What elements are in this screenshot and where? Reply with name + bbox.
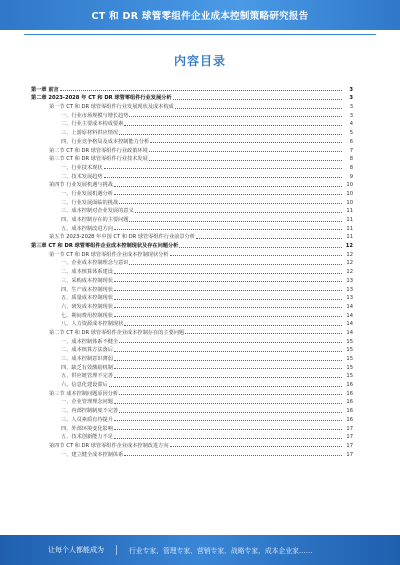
- toc-entry-page: 14: [346, 321, 353, 328]
- toc-entry-label: 四、行业竞争格局及成本控制能力分析: [61, 138, 150, 145]
- toc-entry-page: 15: [346, 373, 353, 380]
- toc-entry-label: 二、成本核算方法落后: [61, 347, 113, 354]
- toc-entry-page: 13: [346, 277, 353, 284]
- toc-entry-page: 15: [346, 338, 353, 345]
- toc-entry-label: 二、行业主要成本构成要素: [61, 121, 124, 128]
- toc-entry-page: 16: [346, 399, 353, 406]
- toc-entry[interactable]: [31, 162, 353, 171]
- toc-entry-page: 13: [346, 286, 353, 293]
- toc-leader-dots: [114, 273, 342, 274]
- toc-leader-dots: [114, 420, 342, 421]
- toc-entry-page: 15: [346, 347, 353, 354]
- toc-entry[interactable]: [31, 206, 353, 215]
- toc-entry[interactable]: [31, 180, 353, 189]
- header-divider: [24, 34, 376, 35]
- toc-entry-label: 四、成本控制存在的主要问题: [61, 217, 129, 223]
- toc-entry[interactable]: [31, 423, 353, 432]
- toc-entry[interactable]: [31, 110, 353, 119]
- toc-leader-dots: [114, 377, 342, 378]
- toc-entry[interactable]: [31, 84, 353, 93]
- toc-entry[interactable]: [31, 232, 353, 241]
- toc-entry[interactable]: [31, 188, 353, 197]
- toc-entry-label: 第二章 2023-2028 年 CT 和 DR 球管零组件行业发展分析: [31, 95, 172, 102]
- toc-entry-page: 9: [349, 173, 353, 180]
- toc-entry-page: 12: [345, 243, 353, 250]
- toc-entry[interactable]: [31, 293, 353, 302]
- toc-entry-label: 一、行业技术现状: [61, 164, 103, 171]
- toc-entry[interactable]: [31, 101, 353, 110]
- footer-band: [0, 535, 400, 565]
- toc-entry-label: 一、企业成本控制理念与意识: [61, 260, 129, 267]
- toc-entry-page: 3: [349, 95, 353, 102]
- toc-entry-label: 第三节 CT 和 DR 球管零组件行业技术发展: [49, 156, 148, 163]
- toc-leader-dots: [149, 151, 342, 152]
- toc-leader-dots: [119, 394, 342, 395]
- toc-leader-dots: [104, 168, 342, 169]
- toc-entry[interactable]: [31, 154, 353, 163]
- toc-entry-page: 14: [346, 329, 353, 336]
- toc-entry[interactable]: [31, 319, 353, 328]
- toc-entry-label: 八、人力资源成本控制现状: [61, 321, 124, 328]
- toc-leader-dots: [170, 446, 342, 447]
- toc-entry-page: 11: [346, 208, 353, 215]
- toc-leader-dots: [114, 351, 342, 352]
- toc-entry[interactable]: [31, 301, 353, 310]
- toc-leader-dots: [114, 360, 342, 361]
- toc-entry-label: 第四节 行业发展机遇与挑战: [49, 182, 113, 189]
- toc-entry[interactable]: [31, 414, 353, 423]
- toc-leader-dots: [60, 90, 342, 91]
- toc-leader-dots: [114, 438, 342, 439]
- toc-leader-dots: [124, 325, 342, 326]
- toc-entry[interactable]: [31, 362, 353, 371]
- table-of-contents: [31, 84, 353, 458]
- toc-entry-page: 17: [346, 434, 353, 441]
- toc-entry[interactable]: [31, 275, 353, 284]
- toc-leader-dots: [114, 403, 342, 404]
- toc-entry[interactable]: [31, 266, 353, 275]
- toc-entry-label: 一、企业管理理念问题: [61, 399, 113, 406]
- toc-leader-dots: [114, 299, 342, 300]
- toc-entry[interactable]: [31, 388, 353, 397]
- toc-entry[interactable]: [31, 171, 353, 180]
- toc-entry-label: 二、行业发展面临的挑战: [61, 199, 119, 206]
- toc-entry-page: 5: [349, 130, 353, 137]
- toc-entry-page: 16: [346, 408, 353, 415]
- toc-entry-label: 七、期间费用控制现状: [61, 312, 113, 319]
- toc-entry[interactable]: [31, 93, 353, 102]
- toc-entry[interactable]: [31, 345, 353, 354]
- toc-leader-dots: [114, 229, 342, 230]
- toc-entry[interactable]: [31, 397, 353, 406]
- toc-entry-label: 第三章 CT 和 DR 球管零组件企业成本控制现状及存在问题分析: [31, 243, 179, 250]
- toc-leader-dots: [109, 386, 342, 387]
- toc-entry-page: 17: [346, 442, 353, 449]
- toc-entry-label: 三、上游原材料供应情况: [61, 130, 119, 137]
- toc-leader-dots: [124, 125, 342, 126]
- toc-entry[interactable]: [31, 258, 353, 267]
- toc-leader-dots: [129, 264, 342, 265]
- toc-leader-dots: [114, 281, 342, 282]
- toc-entry-label: 六、信息化建设滞后: [61, 382, 108, 389]
- toc-leader-dots: [124, 455, 342, 456]
- toc-entry-page: 11: [346, 225, 353, 232]
- toc-entry[interactable]: [31, 214, 353, 223]
- toc-entry-label: 第二节 CT 和 DR 球管零组件行业政策环境: [49, 147, 148, 154]
- toc-entry-label: 一、成本控制体系不健全: [61, 338, 119, 345]
- footer-tagline: 行业专家、管理专家、营销专家、战略专家、成本企业家……: [129, 547, 313, 555]
- toc-leader-dots: [114, 429, 342, 430]
- toc-entry-page: 17: [346, 451, 353, 458]
- toc-leader-dots: [150, 142, 342, 143]
- toc-entry-page: 16: [346, 382, 353, 389]
- toc-leader-dots: [135, 212, 342, 213]
- toc-leader-dots: [196, 238, 342, 239]
- toc-entry-page: 15: [346, 364, 353, 371]
- toc-entry-label: 五、成本控制改进方向: [61, 225, 113, 232]
- toc-entry-page: 10: [346, 199, 353, 206]
- toc-entry-label: 第三节 成本控制问题原因分析: [49, 390, 119, 397]
- toc-entry-label: 第四节 CT 和 DR 球管零组件企业成本控制改进方向: [49, 442, 169, 449]
- toc-entry[interactable]: [31, 432, 353, 441]
- toc-leader-dots: [170, 255, 342, 256]
- toc-entry-page: 17: [346, 425, 353, 432]
- toc-entry-page: 16: [346, 416, 353, 423]
- toc-leader-dots: [104, 177, 342, 178]
- toc-entry[interactable]: [31, 353, 353, 362]
- toc-entry-label: 一、建立健全成本控制体系: [61, 451, 124, 458]
- toc-entry-page: 15: [346, 356, 353, 362]
- toc-entry-label: 六、研发成本控制现状: [61, 303, 113, 310]
- toc-entry-label: 三、成本控制意识薄弱: [61, 356, 113, 362]
- toc-entry-page: 12: [346, 260, 353, 267]
- toc-entry-label: 三、成本控制对企业发展的意义: [61, 208, 134, 215]
- toc-entry-page: 6: [349, 138, 353, 145]
- toc-entry[interactable]: [31, 145, 353, 154]
- toc-entry[interactable]: [31, 127, 353, 136]
- toc-entry-page: 14: [346, 303, 353, 310]
- toc-leader-dots: [175, 108, 342, 109]
- toc-entry-page: 14: [346, 312, 353, 319]
- toc-entry[interactable]: [31, 240, 353, 249]
- toc-entry-page: 12: [346, 269, 353, 276]
- toc-leader-dots: [129, 221, 342, 222]
- toc-entry-page: 16: [346, 390, 353, 397]
- toc-entry-page: 12: [346, 251, 353, 258]
- toc-entry-page: 7: [349, 147, 353, 154]
- toc-leader-dots: [185, 333, 342, 334]
- toc-leader-dots: [149, 160, 342, 161]
- report-title: CT 和 DR 球管零组件企业成本控制策略研究报告: [91, 11, 309, 22]
- toc-entry[interactable]: [31, 223, 353, 232]
- toc-entry-label: 二、内部控制制度不完善: [61, 408, 119, 415]
- toc-leader-dots: [173, 99, 342, 100]
- toc-entry-page: 13: [346, 295, 353, 302]
- toc-entry-label: 五、技术创新能力不足: [61, 434, 113, 441]
- toc-leader-dots: [114, 186, 342, 187]
- toc-entry-page: 8: [349, 164, 353, 171]
- toc-entry-page: 11: [346, 217, 353, 223]
- toc-entry[interactable]: [31, 371, 353, 380]
- toc-entry[interactable]: [31, 379, 353, 388]
- toc-leader-dots: [119, 412, 342, 413]
- toc-entry[interactable]: [31, 310, 353, 319]
- report-header-band: [0, 0, 400, 30]
- toc-leader-dots: [114, 290, 342, 291]
- toc-entry[interactable]: [31, 249, 353, 258]
- toc-leader-dots: [119, 134, 342, 135]
- toc-entry-label: 五、供应链管理不完善: [61, 373, 113, 380]
- toc-entry[interactable]: [31, 136, 353, 145]
- toc-entry[interactable]: [31, 284, 353, 293]
- toc-leader-dots: [114, 368, 342, 369]
- toc-entry-label: 第一章 前言: [31, 86, 59, 93]
- toc-entry-label: 二、技术发展趋势: [61, 173, 103, 180]
- toc-entry-label: 一、行业市场规模与增长趋势: [61, 112, 129, 119]
- toc-leader-dots: [119, 342, 342, 343]
- toc-entry[interactable]: [31, 336, 353, 345]
- toc-entry[interactable]: [31, 327, 353, 336]
- toc-entry-page: 3: [349, 104, 353, 111]
- toc-entry[interactable]: [31, 440, 353, 449]
- toc-entry[interactable]: [31, 405, 353, 414]
- toc-entry-label: 第一节 CT 和 DR 球管零组件行业发展现状及成本构成: [49, 104, 174, 111]
- toc-entry-label: 二、成本核算体系建设: [61, 269, 113, 276]
- toc-entry-label: 三、采购成本控制现状: [61, 277, 113, 284]
- toc-entry[interactable]: [31, 449, 353, 458]
- toc-entry-label: 第一节 CT 和 DR 球管零组件企业成本控制现状分析: [49, 251, 169, 258]
- toc-leader-dots: [129, 116, 342, 117]
- toc-entry-label: 五、质量成本控制现状: [61, 295, 113, 302]
- toc-entry-label: 四、外部环境变化影响: [61, 425, 113, 432]
- toc-leader-dots: [179, 247, 342, 248]
- toc-entry-label: 一、行业发展机遇分析: [61, 190, 113, 197]
- toc-leader-dots: [114, 194, 342, 195]
- toc-entry-label: 四、生产成本控制现状: [61, 286, 113, 293]
- toc-leader-dots: [114, 316, 342, 317]
- toc-entry-page: 4: [349, 121, 353, 128]
- toc-entry-page: 8: [349, 156, 353, 163]
- toc-entry-page: 10: [346, 182, 353, 189]
- toc-entry-page: 10: [346, 190, 353, 197]
- toc-entry-label: 第五节 2023-2028 年中国 CT 和 DR 球管零组件行业前景分析: [49, 234, 195, 241]
- toc-entry[interactable]: [31, 119, 353, 128]
- toc-entry-page: 3: [349, 112, 353, 119]
- toc-entry-label: 四、缺乏有效激励机制: [61, 364, 113, 371]
- toc-entry-label: 三、人员素质有待提升: [61, 416, 113, 423]
- toc-entry-label: 第二节 CT 和 DR 球管零组件企业成本控制存在的主要问题: [49, 329, 185, 336]
- toc-heading: 内容目录: [173, 54, 226, 68]
- toc-entry-page: 3: [349, 86, 353, 93]
- toc-entry-page: 11: [346, 234, 353, 241]
- footer-slogan: 让每个人都能成为: [48, 545, 117, 555]
- toc-leader-dots: [114, 307, 342, 308]
- toc-leader-dots: [119, 203, 342, 204]
- toc-entry[interactable]: [31, 197, 353, 206]
